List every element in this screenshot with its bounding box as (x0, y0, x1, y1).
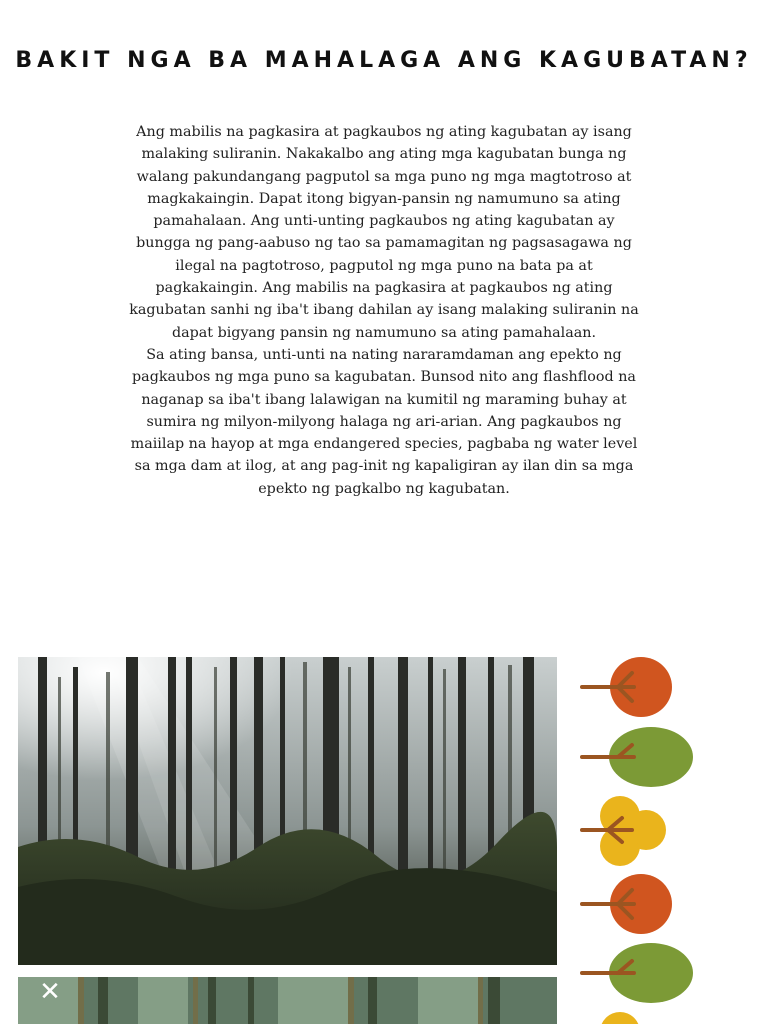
page-title: BAKIT NGA BA MAHALAGA ANG KAGUBATAN? (15, 48, 753, 73)
paragraph-1: Ang mabilis na pagkasira at pagkaubos ng ating kagubatan ay isang malaking suliranin. Nakakalbo ang ating mga kagubatan bunga ng walang pakundangang pagputol sa mga puno ng mga magtotroso at magkakaingin. Dapat itong bigyan-pansin ng namumuno sa ating pamahalaan. Ang unti-unting pagkaubos ng ating kagubatan ay bungga ng pang-aabuso ng tao sa pamamagitan ng pagsasagawa ng ilegal na pagtotroso, pagputol ng mga puno na bata pa at pagkakaingin. Ang mabilis na pagkasira at pagkaubos ng ating kagubatan sanhi ng iba't ibang dahilan ay isang malaking suliranin na dapat bigyang pansin ng namumuno sa ating pamahalaan. (129, 124, 639, 341)
tree-icon-yellow (578, 794, 698, 866)
close-button[interactable]: ✕ (39, 977, 61, 1007)
tree-icon-orange-2 (578, 872, 698, 938)
tree-icon-yellow-2 (578, 1010, 698, 1024)
forest-photo (18, 657, 557, 965)
paragraph-2: Sa ating bansa, unti-unti na nating nararamdaman ang epekto ng pagkaubos ng mga puno sa kagubatan. Bunsod nito ang flashflood na naganap sa iba't ibang lalawigan na kumitil ng maraming buhay at sumira ng milyon-milyong halaga ng ari-arian. Ang pagkaubos ng maiilap na hayop at mga endangered species, pagbaba ng water level sa mga dam at ilog, at ang pag-init ng kapaligiran ay ilan din sa mga epekto ng pagkalbo ng kagubatan. (130, 346, 638, 497)
article-body (128, 121, 640, 500)
tree-icon-orange (578, 655, 698, 721)
forest-canopy-photo (18, 977, 557, 1024)
tree-icon-green-2 (578, 941, 698, 1007)
tree-icon-green (578, 725, 698, 791)
